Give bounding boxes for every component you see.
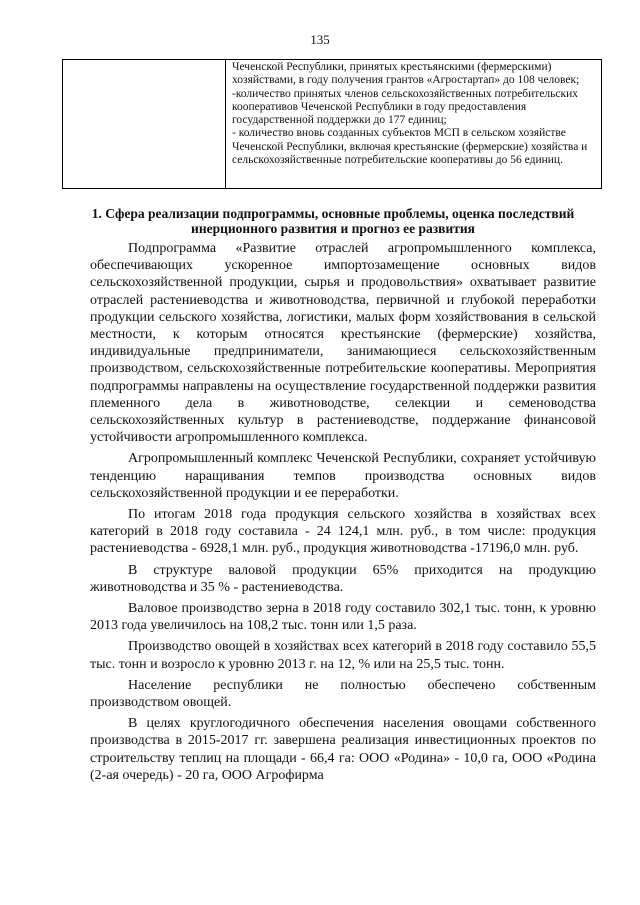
body-text [90, 240, 596, 788]
paragraph: Агропромышленный комплекс Чеченской Республики, сохраняет устойчивую тенденцию наращивания темпов производства основных видов сельскохозяйственной продукции и ее переработки. [90, 451, 596, 501]
paragraph: Население республики не полностью обеспечено собственным производством овощей. [90, 677, 596, 711]
paragraph: По итогам 2018 года продукция сельского хозяйства в хозяйствах всех категорий в 2018 году составила - 24 124,1 млн. руб., в том числе: продукция растениеводства - 6928,1 млн. руб., продукция животноводства -17196,0 млн. руб. [90, 507, 596, 557]
paragraph: В структуре валовой продукции 65% приходится на продукцию животноводства и 35 % - растениеводства. [90, 562, 596, 595]
paragraph: В целях круглогодичного обеспечения населения овощами собственного производства в 2015-2017 гг. завершена реализация инвестиционных проектов по строительству теплиц на площади - 66,4 га: ООО «Родина» - 10,0 га, ООО «Родина (2-ая очередь) - 20 га, ООО Агрофирма [90, 716, 596, 783]
table-left-cell [63, 60, 226, 188]
page-number: 135 [310, 32, 330, 47]
table-right-cell [226, 60, 601, 188]
indicators-table [62, 59, 602, 189]
table-cell-line: -количество принятых членов сельскохозяйственных потребительских кооперативов Чеченской Республики в году предоставления государственной поддержки до 177 единиц; [232, 87, 579, 127]
table-cell-line: Чеченской Республики, принятых крестьянскими (фермерскими) хозяйствами, в году получения грантов «Агростартап» до 108 человек; [232, 61, 580, 87]
paragraph: Подпрограмма «Развитие отраслей агропромышленного комплекса, обеспечивающих ускоренное импортозамещение основных видов сельскохозяйственной продукции, сырья и продовольствия» охватывает развитие отраслей растениеводства и животноводства, первичной и глубокой переработки продукции сельского хозяйства, логистики, малых форм хозяйствования в сельской местности, к которым относятся крестьянские (фермерские) хозяйства, индивидуальные предприниматели, занимающиеся сельскохозяйственным производством, сельскохозяйственные потребительские кооперативы. Мероприятия подпрограммы направлены на осуществление государственной поддержки развития племенного дела в животноводстве, селекции и семеноводства сельскохозяйственных культур в растениеводстве, поддержание финансовой устойчивости агропромышленного комплекса. [90, 241, 596, 446]
paragraph: Производство овощей в хозяйствах всех категорий в 2018 году составило 55,5 тыс. тонн и возросло к уровню 2013 г. на 12, % или на 25,5 тыс. тонн. [90, 639, 596, 672]
section-heading: 1. Сфера реализации подпрограммы, основные проблемы, оценка последствий инерционного развития и прогноз ее развития [91, 206, 575, 236]
table-cell-line: - количество вновь созданных субъектов МСП в сельском хозяйстве Чеченской Республики, включая крестьянские (фермерские) хозяйства и сельскохозяйственные потребительские кооперативы до 56 единиц. [232, 127, 588, 167]
paragraph: Валовое производство зерна в 2018 году составило 302,1 тыс. тонн, к уровню 2013 года увеличилось на 108,2 тыс. тонн или 1,5 раза. [90, 601, 596, 634]
